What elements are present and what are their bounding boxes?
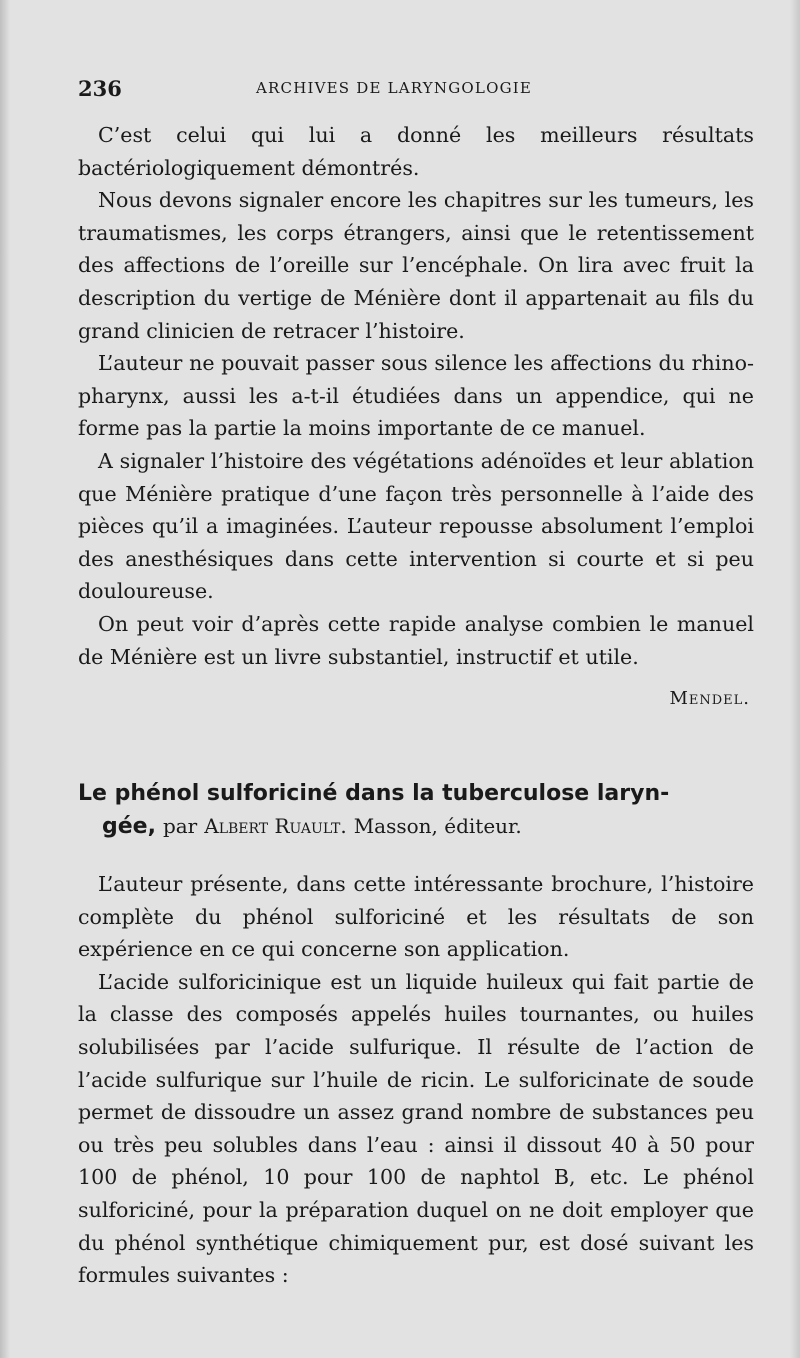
review-title-line1: Le phénol sulforiciné dans la tuberculose laryn-: [78, 781, 670, 806]
review-author: Albert Ruault.: [204, 814, 347, 838]
paragraph: A signaler l’histoire des végétations adénoïdes et leur ablation que Ménière pratique d’une façon très personnelle à l’aide des pièces qu’il a imaginées. L’auteur repousse absolument l’emploi des anesthésiques dans cette intervention si courte et si peu douloureuse.: [78, 448, 754, 604]
paragraph: On peut voir d’après cette rapide analyse combien le manuel de Ménière est un livre substantiel, instructif et utile.: [78, 611, 754, 669]
paragraph: L’auteur présente, dans cette intéressante brochure, l’histoire complète du phénol sulforiciné et les résultats de son expérience en ce qui concerne son application.: [78, 872, 754, 962]
running-head: ARCHIVES DE LARYNGOLOGIE: [256, 79, 533, 97]
paragraph: L’acide sulforicinique est un liquide huileux qui fait partie de la classe des composés appelés huiles tournantes, ou huiles solubilisées par l’acide sulfurique. Il résulte de l’action de l’acide sulfurique sur l’huile de ricin. Le sulforicinate de soude permet de dissoudre un assez grand nombre de substances peu ou très peu solubles dans l’eau : ainsi il dissout 40 à 50 pour 100 de phénol, 10 pour 100 de naphtol B, etc. Le phénol sulforiciné, pour la préparation duquel on ne doit employer que du phénol synthétique chimiquement pur, est dosé suivant les formules suivantes :: [78, 969, 754, 1288]
review-continuation: [78, 119, 754, 673]
page-number: 236: [78, 76, 122, 101]
paragraph: C’est celui qui lui a donné les meilleurs résultats bactériologiquement démontrés.: [78, 123, 754, 180]
review-title-line2: [78, 810, 754, 843]
review-body: [78, 868, 754, 1292]
page-header: [78, 76, 754, 108]
paragraph: L’auteur ne pouvait passer sous silence les affections du rhino-pharynx, aussi les a-t-il étudiées dans un appendice, qui ne forme pas la partie la moins importante de ce manuel.: [78, 351, 754, 441]
review-by: par: [162, 814, 198, 838]
review-title-end: gée,: [102, 814, 156, 839]
review-heading: [78, 778, 754, 843]
page-left-edge-shadow: [0, 0, 10, 1358]
review-publisher: Masson, éditeur.: [353, 814, 522, 838]
reviewer-signature: Mendel.: [669, 688, 750, 709]
page-right-edge-shadow: [790, 0, 800, 1358]
paragraph: Nous devons signaler encore les chapitres sur les tumeurs, les traumatismes, les corps étrangers, ainsi que le retentissement des affections de l’oreille sur l’encéphale. On lira avec fruit la description du vertige de Ménière dont il appartenait au fils du grand clinicien de retracer l’histoire.: [78, 188, 754, 343]
